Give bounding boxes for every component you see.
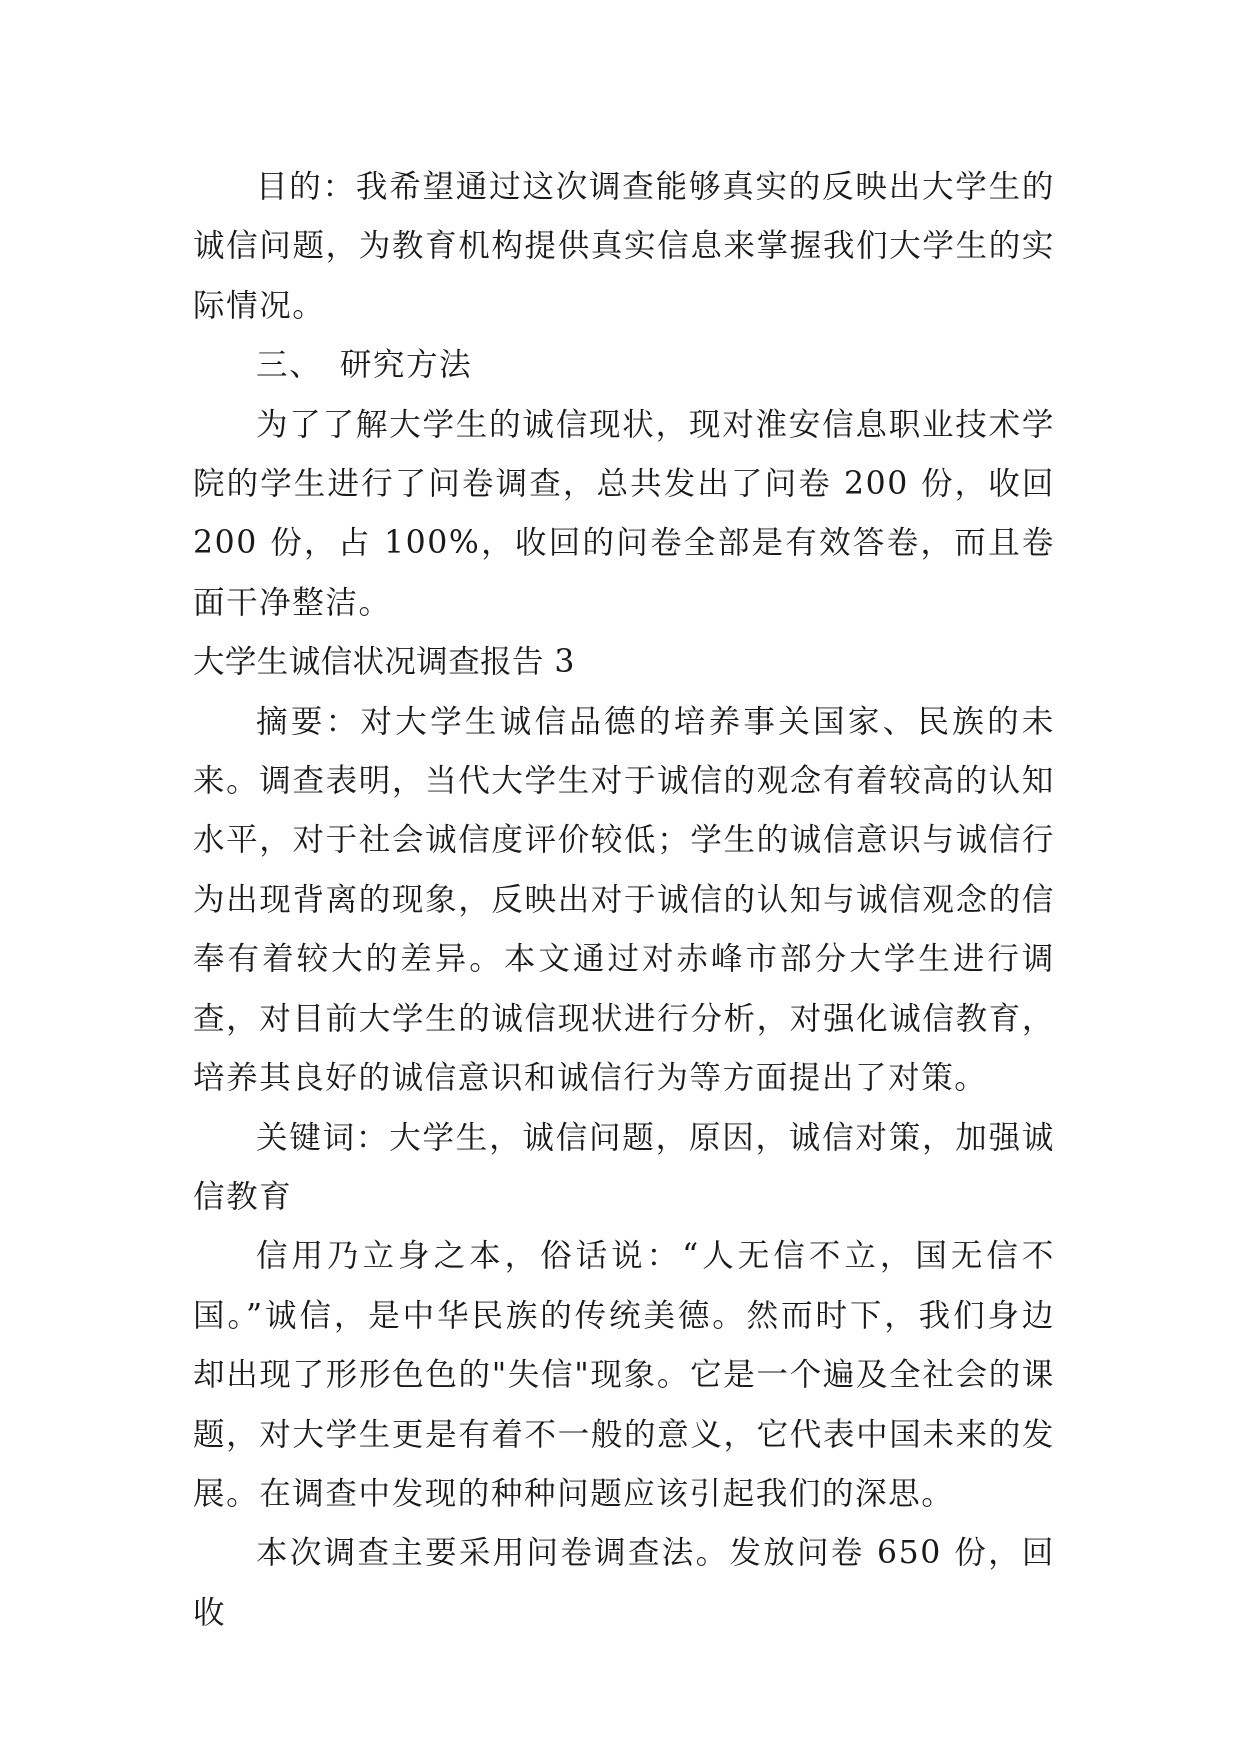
document-body <box>193 158 1055 1643</box>
section-heading-research-method: 三、 研究方法 <box>256 347 473 384</box>
purpose-paragraph: 目的：我希望通过这次调查能够真实的反映出大学生的诚信问题，为教育机构提供真实信息来掌握我们大学生的实际情况。 <box>193 169 1055 324</box>
report-title: 大学生诚信状况调查报告 3 <box>193 644 575 681</box>
abstract-paragraph: 摘要：对大学生诚信品德的培养事关国家、民族的未来。调查表明，当代大学生对于诚信的观念有着较高的认知水平，对于社会诚信度评价较低；学生的诚信意识与诚信行为出现背离的现象，反映出对于诚信的认知与诚信观念的信奉有着较大的差异。本文通过对赤峰市部分大学生进行调查，对目前大学生的诚信现状进行分析，对强化诚信教育，培养其良好的诚信意识和诚信行为等方面提出了对策。 <box>193 703 1055 1097</box>
keywords-paragraph: 关键词：大学生，诚信问题，原因，诚信对策，加强诚信教育 <box>193 1119 1055 1215</box>
survey-method-paragraph: 本次调查主要采用问卷调查法。发放问卷 650 份，回收 <box>193 1535 1055 1631</box>
method-paragraph: 为了了解大学生的诚信现状，现对淮安信息职业技术学院的学生进行了问卷调查，总共发出了问卷 200 份，收回 200 份，占 100%，收回的问卷全部是有效答卷，而且卷面干净整洁。 <box>193 406 1055 621</box>
intro-paragraph: 信用乃立身之本，俗话说：“人无信不立，国无信不国。”诚信，是中华民族的传统美德。然而时下，我们身边却出现了形形色色的"失信"现象。它是一个遍及全社会的课题，对大学生更是有着不一般的意义，它代表中国未来的发展。在调查中发现的种种问题应该引起我们的深思。 <box>193 1238 1055 1512</box>
